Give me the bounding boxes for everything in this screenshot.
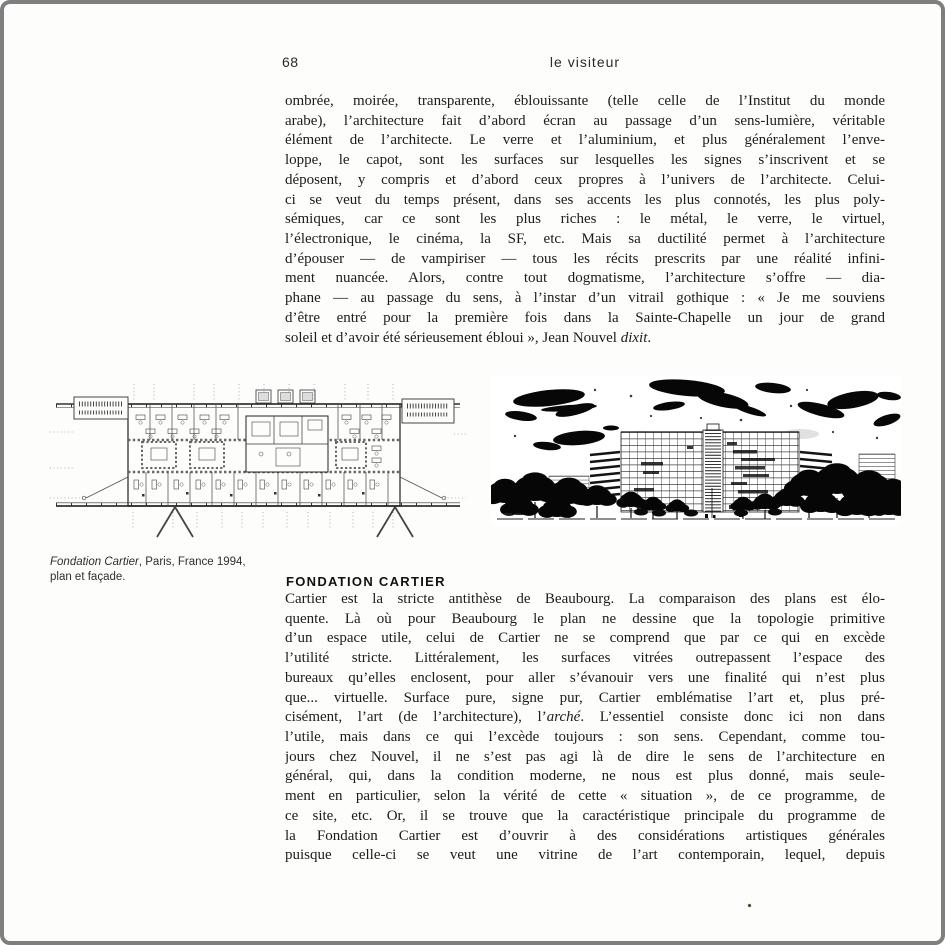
running-header: le visiteur xyxy=(549,54,621,70)
caption-line-1 xyxy=(50,555,280,570)
text-line: quente. Là où pour Beaubourg le plan ne dessine que la topologie primitive xyxy=(285,610,885,627)
figure-facade-image xyxy=(491,376,901,526)
text-line: loppe, le capot, sont les surfaces sur lesquelles les signes s’inscrivent et se xyxy=(285,152,885,169)
text-line: ment en particulier, selon la vérité de cette « situation », de ce programme, de xyxy=(285,788,885,805)
text-line: d’épouser — de vampiriser — tous les récits prescrits par une réalité infini- xyxy=(285,250,885,267)
text-line: l’utile, mais dans ce qui l’excède toujours : son sens. Cependant, comme tou- xyxy=(285,729,885,746)
cartier-paragraph xyxy=(285,590,885,866)
text-line: la Fondation Cartier est d’ouvrir à des considérations artistiques générales xyxy=(285,827,885,844)
text-line: l’utilité stricte. Littéralement, les surfaces vitrées outrepassent l’espace des xyxy=(285,650,885,667)
caption-line-2: plan et façade. xyxy=(50,570,126,583)
text-line: puisque celle-ci se veut une vitrine de l’art contemporain, lequel, depuis xyxy=(285,847,885,864)
facade-photo xyxy=(491,376,901,526)
figure-plan-image xyxy=(50,382,466,554)
text-line: Cartier est la stricte antithèse de Beaubourg. La comparaison des plans est élo- xyxy=(285,591,885,607)
text-line: jours chez Nouvel, il ne s’est pas agi là de dire le sens de l’architecture en xyxy=(285,748,885,765)
text-line: l’électronique, le cinéma, la SF, etc. Mais sa ductilité permet à l’architecture xyxy=(285,231,885,248)
figure-caption xyxy=(50,555,280,584)
text-line: bureaux qu’elles enclosent, pour aller s’évanouir vers une finalité qui n’est plus xyxy=(285,669,885,686)
text-line: sémiques, car ce sont les plus riches : le métal, le verre, le virtuel, xyxy=(285,211,885,228)
plan-drawing xyxy=(50,382,466,554)
text-line: élément de l’architecte. Le verre et l’aluminium, et plus généralement l’enve- xyxy=(285,132,885,149)
text-line: arabe), l’architecture fait d’abord écran au passage d’un sens-lumière, véritable xyxy=(285,112,885,129)
text-line: phane — au passage du sens, à l’instar d’un vitrail gothique : « Je me souviens xyxy=(285,290,885,307)
text-line: ci se veut du temps présent, dans ses accents les plus connotés, les plus poly- xyxy=(285,191,885,208)
caption-line1-rest: , Paris, France 1994, xyxy=(138,556,246,568)
text-line: général, qui, dans la condition moderne, ne nous est plus donné, mais seule- xyxy=(285,768,885,785)
text-line: ce site, etc. Or, il se trouve que la caractéristique principale du programme de xyxy=(285,807,885,824)
text-line: d’un espace utile, celui de Cartier ne se comprend que par ce qui en excède xyxy=(285,630,885,647)
text-line: déposent, y compris et d’abord ceux propres à l’univers de l’architecte. Celui- xyxy=(285,171,885,188)
text-line: ment nuancée. Alors, contre tout dogmatisme, l’architecture s’offre — dia- xyxy=(285,270,885,287)
caption-work-title: Fondation Cartier xyxy=(50,556,139,568)
text-line: soleil et d’avoir été sérieusement ébloui », Jean Nouvel dixit. xyxy=(285,329,652,346)
text-line: ombrée, moirée, transparente, éblouissante (telle celle de l’Institut du monde xyxy=(285,93,885,109)
page-number: 68 xyxy=(282,54,299,70)
text-line: cisément, l’art (de l’architecture), l’arché. L’essentiel consiste donc ici non dans xyxy=(285,709,885,726)
text-line: que... virtuelle. Surface pure, signe pur, Cartier emblématise l’art et, plus pré- xyxy=(285,689,885,706)
scan-speck xyxy=(748,904,751,907)
intro-paragraph xyxy=(285,92,885,348)
text-line: d’être entré pour la première fois dans la Sainte-Chapelle un jour de grand xyxy=(285,309,885,326)
section-heading: FONDATION CARTIER xyxy=(286,574,446,589)
